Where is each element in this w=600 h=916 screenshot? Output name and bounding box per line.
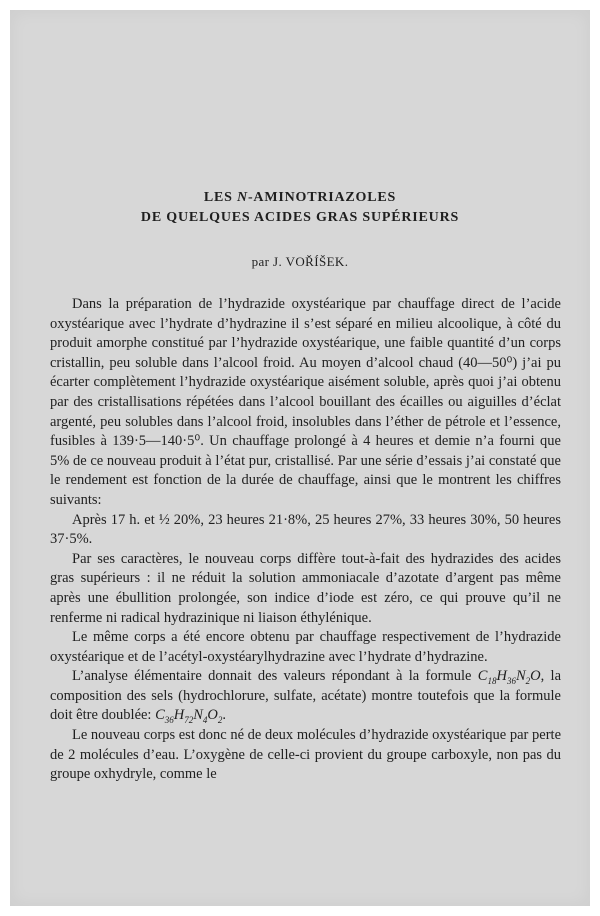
title-line-2: DE QUELQUES ACIDES GRAS SUPÉRIEURS [140, 210, 460, 225]
paragraph-4: Le même corps a été encore obtenu par chauffage respectivement de l’hydrazide oxystéarique et de l’acétyl-oxystéarylhydrazine avec l’hydrate d’hydrazine. [50, 629, 561, 665]
scanned-page [10, 10, 590, 906]
paragraph-1: Dans la préparation de l’hydrazide oxystéarique par chauffage direct de l’acide oxystéarique avec l’hydrate d’hydrazine il s’est séparé en milieu alcoolique, à côté du produit amorphe constitué par l’hydrazide oxystéarique, une faible quantité d’un corps cristallin, peu soluble dans l’alcool froid. Au moyen d’alcool chaud (40—50⁰) j’ai pu écarter complètement l’hydrazide oxystéarique aisément soluble, après quoi j’ai obtenu par des cristallisations répétées dans l’alcool bouillant des écailles ou aiguilles d’éclat argenté, peu solubles dans l’alcool froid, insolubles dans l’éther de pétrole et l’essence, fusibles à 139·5—140·5⁰. Un chauffage prolongé à 4 heures et demie n’a fourni que 5% de ce nouveau produit à l’état pur, cristallisé. Par une série d’essais j’ai constaté que le rendement est fonction de la durée de chauffage, ainsi que le montrent les chiffres suivants: [50, 296, 561, 508]
paragraph-3: Par ses caractères, le nouveau corps diffère tout-à-fait des hydrazides des acides gras supérieurs : il ne réduit la solution ammoniacale d’azotate d’argent pas même après une ébullition prolongée, son indice d’iode est zéro, ce qui prouve qu’il ne renferme ni radical hydrazinique ni liaison éthylénique. [50, 550, 561, 626]
title-italic-n: N [237, 190, 248, 205]
paragraph-5-part-1: L’analyse élémentaire donnait des valeurs répondant à la formule [72, 668, 478, 685]
title-line-1 [10, 188, 590, 208]
title-suffix: -AMINOTRIAZOLES [247, 190, 397, 205]
author-line: par J. VOŘÍŠEK. [251, 254, 349, 269]
title-prefix: LES [203, 190, 238, 205]
paragraph-5-part-2: , la composition des sels (hydrochlorure, sulfate, acétate) montre toutefois que la formule doit être doublée: [50, 668, 561, 724]
paragraph-6: Le nouveau corps est donc né de deux molécules d’hydrazide oxystéarique par perte de 2 molécules d’eau. L’oxygène de celle-ci provient du groupe carboxyle, non pas du groupe oxhydryle, comme le [50, 727, 561, 783]
formula-2: $C_{36}H_{72}N_4O_2$ [155, 707, 223, 726]
paragraph-5 [50, 667, 561, 726]
paragraph-5-part-3: . [222, 707, 227, 724]
paper-title [10, 188, 590, 228]
article-body [50, 295, 561, 785]
paragraph-2: Après 17 h. et ½ 20%, 23 heures 21·8%, 25 heures 27%, 33 heures 30%, 50 heures 37·5%. [50, 511, 561, 548]
formula-1: $C_{18}H_{36}N_2O$ [477, 668, 541, 687]
